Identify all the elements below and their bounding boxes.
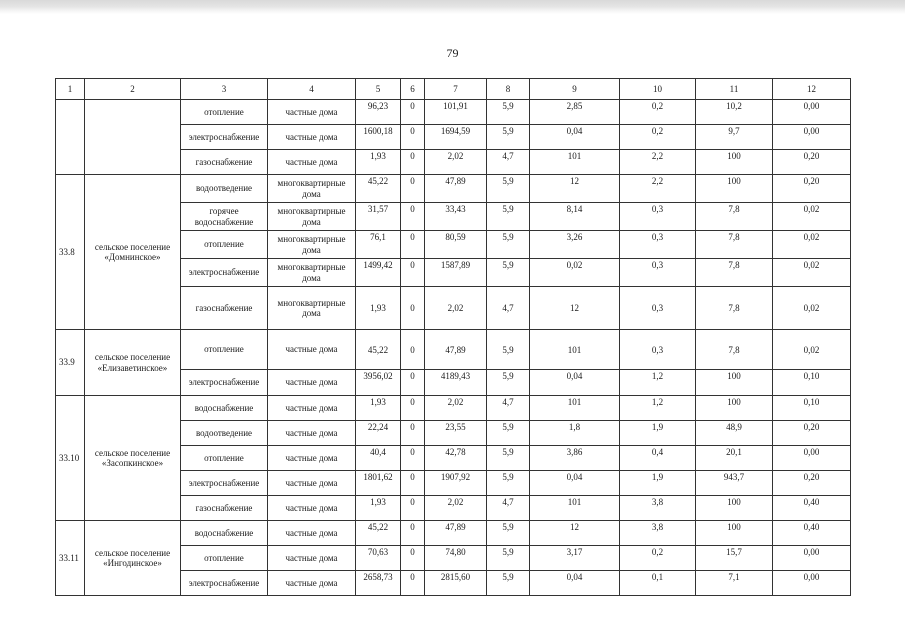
value-cell: 0,02 (773, 203, 851, 231)
value-cell: 1,93 (356, 150, 401, 175)
value-cell: 33,43 (425, 203, 487, 231)
value-cell: 1,9 (620, 471, 696, 496)
value-cell: 42,78 (425, 446, 487, 471)
value-cell: 0,02 (773, 330, 851, 370)
value-cell: 0,04 (530, 125, 620, 150)
service-cell: отопление (181, 446, 268, 471)
housing-type-cell: частные дома (268, 125, 356, 150)
header-cell: 8 (487, 79, 530, 100)
value-cell: 3,17 (530, 546, 620, 571)
housing-type-cell: частные дома (268, 446, 356, 471)
row-number-cell: 33.11 (56, 521, 85, 596)
value-cell: 76,1 (356, 231, 401, 259)
service-cell: электроснабжение (181, 471, 268, 496)
value-cell: 0,2 (620, 100, 696, 125)
value-cell: 0,20 (773, 471, 851, 496)
header-cell: 5 (356, 79, 401, 100)
value-cell: 7,8 (696, 287, 773, 330)
housing-type-cell: частные дома (268, 396, 356, 421)
table-row (56, 175, 851, 203)
value-cell: 0 (401, 259, 425, 287)
value-cell: 1587,89 (425, 259, 487, 287)
value-cell: 0,20 (773, 421, 851, 446)
housing-type-cell: частные дома (268, 571, 356, 596)
value-cell: 100 (696, 175, 773, 203)
value-cell: 2,02 (425, 396, 487, 421)
value-cell: 12 (530, 175, 620, 203)
value-cell: 5,9 (487, 175, 530, 203)
service-cell: газоснабжение (181, 496, 268, 521)
header-cell: 9 (530, 79, 620, 100)
service-cell: газоснабжение (181, 287, 268, 330)
value-cell: 20,1 (696, 446, 773, 471)
value-cell: 3,26 (530, 231, 620, 259)
value-cell: 0,40 (773, 521, 851, 546)
value-cell: 0,00 (773, 546, 851, 571)
value-cell: 1,93 (356, 396, 401, 421)
value-cell: 0 (401, 421, 425, 446)
service-cell: водоотведение (181, 175, 268, 203)
value-cell: 5,9 (487, 546, 530, 571)
value-cell: 0,00 (773, 571, 851, 596)
value-cell: 1694,59 (425, 125, 487, 150)
row-number-cell: 33.8 (56, 175, 85, 330)
service-cell: газоснабжение (181, 150, 268, 175)
value-cell: 3956,02 (356, 370, 401, 396)
tariff-table (55, 78, 851, 596)
value-cell: 1,93 (356, 287, 401, 330)
value-cell: 1,93 (356, 496, 401, 521)
value-cell: 0,40 (773, 496, 851, 521)
value-cell: 4,7 (487, 496, 530, 521)
value-cell: 45,22 (356, 175, 401, 203)
header-cell: 3 (181, 79, 268, 100)
value-cell: 15,7 (696, 546, 773, 571)
service-cell: горячее водоснабжение (181, 203, 268, 231)
value-cell: 0 (401, 175, 425, 203)
table-body (56, 100, 851, 596)
value-cell: 1499,42 (356, 259, 401, 287)
value-cell: 0 (401, 330, 425, 370)
value-cell: 2,2 (620, 150, 696, 175)
value-cell: 48,9 (696, 421, 773, 446)
value-cell: 101 (530, 496, 620, 521)
value-cell: 1907,92 (425, 471, 487, 496)
value-cell: 4189,43 (425, 370, 487, 396)
value-cell: 0,3 (620, 287, 696, 330)
value-cell: 2,02 (425, 287, 487, 330)
service-cell: электроснабжение (181, 571, 268, 596)
value-cell: 5,9 (487, 231, 530, 259)
housing-type-cell: многоквартирные дома (268, 231, 356, 259)
table-header (56, 79, 851, 100)
value-cell: 5,9 (487, 521, 530, 546)
value-cell: 1,2 (620, 370, 696, 396)
settlement-name-cell (85, 100, 181, 175)
value-cell: 0,04 (530, 370, 620, 396)
housing-type-cell: частные дома (268, 330, 356, 370)
value-cell: 8,14 (530, 203, 620, 231)
value-cell: 0,04 (530, 571, 620, 596)
value-cell: 100 (696, 496, 773, 521)
settlement-name-cell: сельское поселение «Засопкинское» (85, 396, 181, 521)
value-cell: 0,02 (773, 259, 851, 287)
value-cell: 7,1 (696, 571, 773, 596)
housing-type-cell: многоквартирные дома (268, 259, 356, 287)
value-cell: 0 (401, 521, 425, 546)
value-cell: 80,59 (425, 231, 487, 259)
value-cell: 5,9 (487, 100, 530, 125)
table-row (56, 521, 851, 546)
value-cell: 9,7 (696, 125, 773, 150)
value-cell: 0,00 (773, 125, 851, 150)
value-cell: 101 (530, 396, 620, 421)
value-cell: 12 (530, 521, 620, 546)
value-cell: 0,10 (773, 370, 851, 396)
service-cell: электроснабжение (181, 370, 268, 396)
service-cell: водоотведение (181, 421, 268, 446)
value-cell: 2,02 (425, 496, 487, 521)
value-cell: 45,22 (356, 521, 401, 546)
header-row (56, 79, 851, 100)
service-cell: отопление (181, 100, 268, 125)
value-cell: 0,3 (620, 203, 696, 231)
header-cell: 10 (620, 79, 696, 100)
value-cell: 5,9 (487, 259, 530, 287)
housing-type-cell: частные дома (268, 421, 356, 446)
service-cell: отопление (181, 330, 268, 370)
service-cell: электроснабжение (181, 125, 268, 150)
value-cell: 5,9 (487, 446, 530, 471)
value-cell: 1,8 (530, 421, 620, 446)
value-cell: 47,89 (425, 175, 487, 203)
value-cell: 0,3 (620, 231, 696, 259)
value-cell: 47,89 (425, 521, 487, 546)
header-cell: 1 (56, 79, 85, 100)
value-cell: 0 (401, 287, 425, 330)
housing-type-cell: частные дома (268, 546, 356, 571)
header-cell: 2 (85, 79, 181, 100)
value-cell: 7,8 (696, 231, 773, 259)
value-cell: 0,4 (620, 446, 696, 471)
value-cell: 23,55 (425, 421, 487, 446)
value-cell: 0 (401, 203, 425, 231)
value-cell: 4,7 (487, 396, 530, 421)
value-cell: 5,9 (487, 571, 530, 596)
value-cell: 0,20 (773, 150, 851, 175)
value-cell: 0,2 (620, 125, 696, 150)
value-cell: 1,2 (620, 396, 696, 421)
value-cell: 100 (696, 370, 773, 396)
housing-type-cell: частные дома (268, 471, 356, 496)
value-cell: 0 (401, 446, 425, 471)
value-cell: 3,86 (530, 446, 620, 471)
value-cell: 0 (401, 571, 425, 596)
value-cell: 100 (696, 150, 773, 175)
value-cell: 100 (696, 396, 773, 421)
value-cell: 5,9 (487, 421, 530, 446)
row-number-cell: 33.9 (56, 330, 85, 396)
service-cell: отопление (181, 546, 268, 571)
value-cell: 100 (696, 521, 773, 546)
service-cell: водоснабжение (181, 521, 268, 546)
value-cell: 47,89 (425, 330, 487, 370)
header-cell: 12 (773, 79, 851, 100)
value-cell: 1600,18 (356, 125, 401, 150)
value-cell: 22,24 (356, 421, 401, 446)
housing-type-cell: многоквартирные дома (268, 175, 356, 203)
service-cell: отопление (181, 231, 268, 259)
value-cell: 10,2 (696, 100, 773, 125)
value-cell: 45,22 (356, 330, 401, 370)
row-number-cell: 33.10 (56, 396, 85, 521)
service-cell: водоснабжение (181, 396, 268, 421)
scan-edge-shadow (0, 0, 905, 14)
value-cell: 96,23 (356, 100, 401, 125)
row-number-cell (56, 100, 85, 175)
header-cell: 6 (401, 79, 425, 100)
value-cell: 7,8 (696, 259, 773, 287)
header-cell: 7 (425, 79, 487, 100)
header-cell: 4 (268, 79, 356, 100)
value-cell: 0 (401, 100, 425, 125)
housing-type-cell: многоквартирные дома (268, 287, 356, 330)
value-cell: 0 (401, 125, 425, 150)
value-cell: 70,63 (356, 546, 401, 571)
value-cell: 4,7 (487, 150, 530, 175)
housing-type-cell: частные дома (268, 370, 356, 396)
value-cell: 1801,62 (356, 471, 401, 496)
settlement-name-cell: сельское поселение «Ингодинское» (85, 521, 181, 596)
value-cell: 40,4 (356, 446, 401, 471)
value-cell: 5,9 (487, 370, 530, 396)
value-cell: 0,2 (620, 546, 696, 571)
housing-type-cell: частные дома (268, 521, 356, 546)
value-cell: 7,8 (696, 203, 773, 231)
value-cell: 101,91 (425, 100, 487, 125)
value-cell: 0,04 (530, 471, 620, 496)
value-cell: 2,02 (425, 150, 487, 175)
value-cell: 943,7 (696, 471, 773, 496)
value-cell: 31,57 (356, 203, 401, 231)
value-cell: 12 (530, 287, 620, 330)
value-cell: 0 (401, 231, 425, 259)
value-cell: 4,7 (487, 287, 530, 330)
table-row (56, 330, 851, 370)
table-row (56, 396, 851, 421)
service-cell: электроснабжение (181, 259, 268, 287)
value-cell: 0,1 (620, 571, 696, 596)
value-cell: 0,00 (773, 446, 851, 471)
settlement-name-cell: сельское поселение «Елизаветинское» (85, 330, 181, 396)
value-cell: 2815,60 (425, 571, 487, 596)
housing-type-cell: частные дома (268, 496, 356, 521)
value-cell: 3,8 (620, 496, 696, 521)
value-cell: 5,9 (487, 471, 530, 496)
value-cell: 0 (401, 370, 425, 396)
page-number: 79 (446, 46, 459, 60)
value-cell: 7,8 (696, 330, 773, 370)
value-cell: 74,80 (425, 546, 487, 571)
value-cell: 0,3 (620, 330, 696, 370)
value-cell: 0,3 (620, 259, 696, 287)
settlement-name-cell: сельское поселение «Домнинское» (85, 175, 181, 330)
value-cell: 101 (530, 330, 620, 370)
value-cell: 0 (401, 396, 425, 421)
value-cell: 2658,73 (356, 571, 401, 596)
table-row (56, 100, 851, 125)
value-cell: 0,02 (773, 231, 851, 259)
value-cell: 0 (401, 471, 425, 496)
value-cell: 0 (401, 150, 425, 175)
value-cell: 101 (530, 150, 620, 175)
value-cell: 5,9 (487, 330, 530, 370)
value-cell: 3,8 (620, 521, 696, 546)
value-cell: 1,9 (620, 421, 696, 446)
value-cell: 0,02 (773, 287, 851, 330)
value-cell: 0,10 (773, 396, 851, 421)
value-cell: 2,2 (620, 175, 696, 203)
value-cell: 0,02 (530, 259, 620, 287)
housing-type-cell: многоквартирные дома (268, 203, 356, 231)
value-cell: 5,9 (487, 125, 530, 150)
value-cell: 0,00 (773, 100, 851, 125)
value-cell: 2,85 (530, 100, 620, 125)
value-cell: 0 (401, 496, 425, 521)
header-cell: 11 (696, 79, 773, 100)
value-cell: 5,9 (487, 203, 530, 231)
housing-type-cell: частные дома (268, 100, 356, 125)
value-cell: 0,20 (773, 175, 851, 203)
housing-type-cell: частные дома (268, 150, 356, 175)
value-cell: 0 (401, 546, 425, 571)
